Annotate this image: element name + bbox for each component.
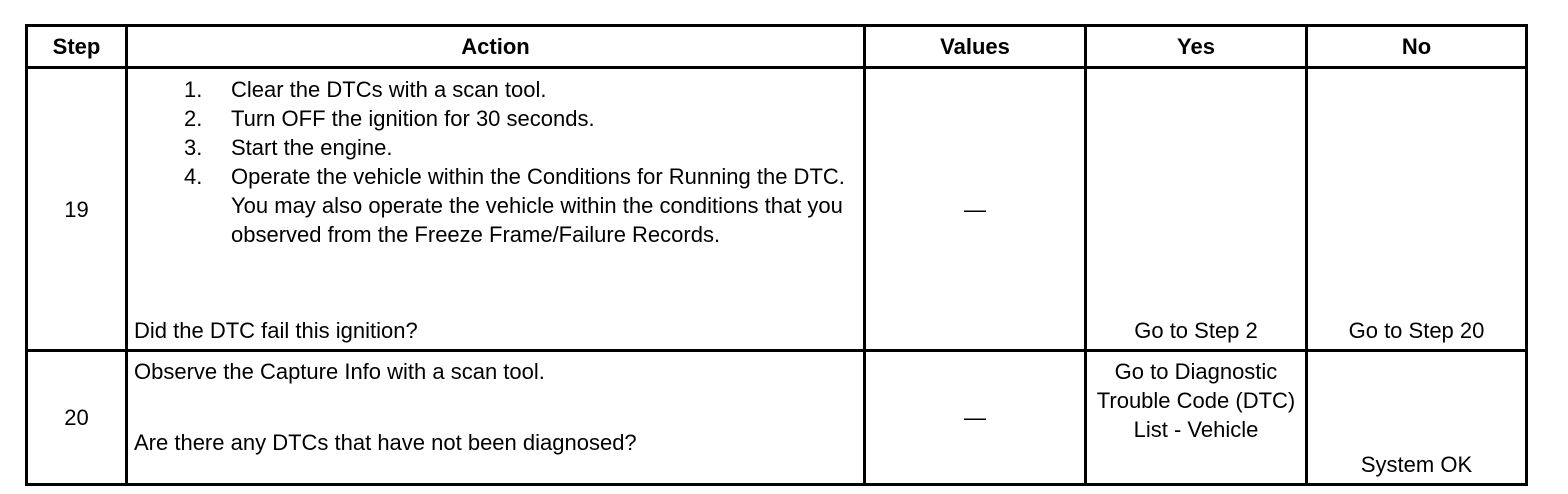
action-cell [127,351,865,485]
step-item-number: 1. [184,77,203,102]
step-number: 19 [27,68,127,351]
action-cell [127,68,865,351]
step-item-text: Clear the DTCs with a scan tool. [231,77,547,102]
step-item-text: Operate the vehicle within the Conditions for Running the DTC. You may also operate the vehicle within the conditions that you observed from the Freeze Frame/Failure Records. [231,164,845,247]
header-yes: Yes [1086,26,1307,68]
no-result: Go to Step 20 [1307,68,1527,351]
step-item-number: 4. [184,164,203,189]
step-item-number: 2. [184,106,203,131]
header-no: No [1307,26,1527,68]
header-row [27,26,1527,68]
step-number: 20 [27,351,127,485]
step-item-text: Start the engine. [231,135,393,160]
values-cell: — [865,68,1086,351]
yes-result: Go to Diagnostic Trouble Code (DTC) List - Vehicle [1086,351,1307,485]
no-result: System OK [1307,351,1527,485]
action-question: Did the DTC fail this ignition? [134,318,418,343]
action-step [134,162,857,249]
action-question: Are there any DTCs that have not been diagnosed? [134,430,637,455]
header-step: Step [27,26,127,68]
action-step [134,133,857,162]
action-step-list [134,75,857,249]
table-row [27,351,1527,485]
yes-result: Go to Step 2 [1086,68,1307,351]
action-instruction: Observe the Capture Info with a scan tool. [134,359,545,384]
action-step [134,75,857,104]
step-item-text: Turn OFF the ignition for 30 seconds. [231,106,595,131]
header-action: Action [127,26,865,68]
diagnostic-procedure-table [25,24,1528,486]
table-row [27,68,1527,351]
action-step [134,104,857,133]
header-values: Values [865,26,1086,68]
step-item-number: 3. [184,135,203,160]
values-cell: — [865,351,1086,485]
